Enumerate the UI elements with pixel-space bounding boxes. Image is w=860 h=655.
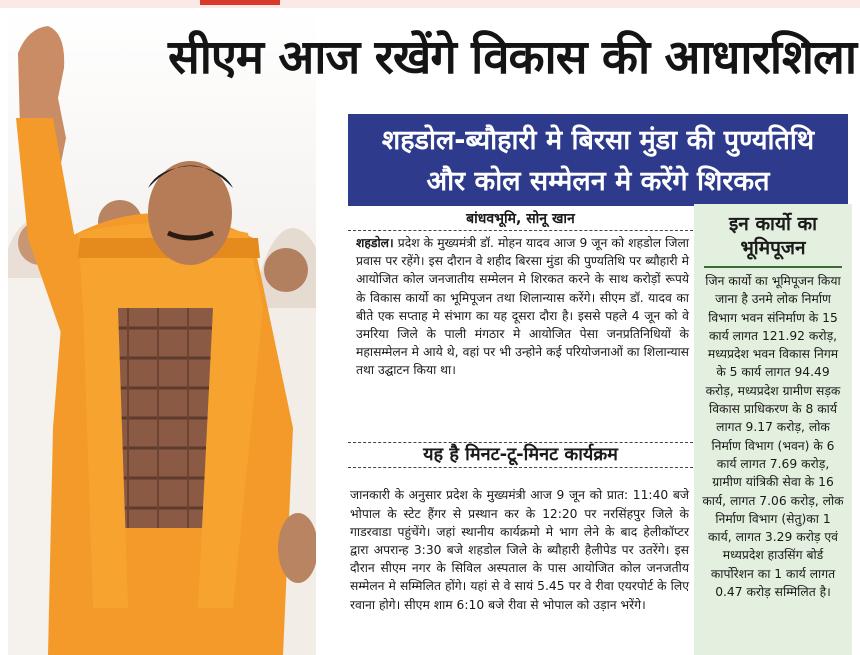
byline: बांधवभूमि, सोनू खान <box>348 210 693 231</box>
sidebar-body: जिन कार्यो का भूमिपूजन किया जाना है उनमे लोक निर्माण विभाग भवन संनिर्माण के 15 कार्य लागत 121.92 करोड़, मध्यप्रदेश भवन विकास निगम के 5 कार्य लागत 94.49 करोड़, मध्यप्रदेश ग्रामीण सड़क विकास प्राधिकरण के 8 कार्य लागत 9.17 करोड़, लोक निर्माण विभाग (भवन) के 6 कार्य लागत 7.69 करोड़, ग्रामीण यांत्रिकी सेवा के 16 कार्य, लागत 7.06 करोड़, लोक निर्माण विभाग (सेतु)का 1 कार्य, लागत 3.29 करोड़ एवं मध्यप्रदेश हाउसिंग बोर्ड कार्पोरेशन का 1 कार्य लागत 0.47 करोड़ सम्मिलित है। <box>702 274 844 600</box>
section-subheading: यह है मिनट-टू-मिनट कार्यक्रम <box>348 442 693 468</box>
headline: सीएम आज रखेंगे विकास की आधारशिला <box>167 30 856 85</box>
sidebar-title-line-1: इन कार्यो का <box>728 213 818 235</box>
sidebar-title-line-2: भूमिपूजन <box>740 237 806 259</box>
dateline: शहडोल। <box>356 236 394 250</box>
article-paragraph-2: जानकारी के अनुसार प्रदेश के मुख्यमंत्री आज 9 जून को प्रात: 11:40 बजे भोपाल के स्टेट हैंगर से प्रस्थान कर के 12:20 पर नरसिंहपुर जिले के गाडरवाडा पहुंचेंगे। जहां स्थानीय कार्यक्रमो मे भाग लेने के बाद हेलीकॉप्टर द्वारा अपरान्ह 3:30 बजे शहडोल जिले के ब्यौहारी हैलीपेड पर उतरेंगे। इस दौरान सीएम नगर के सिविल अस्पताल के पास आयोजित कोल जनजतीय सम्मेलन मे सम्मिलित होंगे। यहां से वे सायं 5.45 पर वे रीवा एयरपोर्ट के लिए रवाना होगे। सीएम शाम 6:10 बजे रीवा से भोपाल को उड़ान भरेंगे। <box>350 488 689 612</box>
sidebar-box <box>694 204 852 655</box>
article-body-2 <box>350 474 689 626</box>
photo-illustration <box>8 8 316 655</box>
article-body <box>356 234 689 380</box>
sidebar-divider <box>704 266 842 268</box>
article-paragraph-1 <box>356 234 689 380</box>
top-color-strip <box>0 0 860 8</box>
masthead-red-bar <box>200 0 280 5</box>
photo-chief-minister <box>8 8 316 655</box>
sidebar-title <box>694 212 852 260</box>
banner-line-2: और कोल सम्मेलन मे करेंगे शिरकत <box>426 166 770 197</box>
subheadline-banner <box>348 114 848 206</box>
banner-line-1: शहडोल-ब्यौहारी मे बिरसा मुंडा की पुण्यतिथि <box>381 125 815 156</box>
paragraph-1-text: प्रदेश के मुख्यमंत्री डॉ. मोहन यादव आज 9 जून को शहडोल जिला प्रवास पर रहेंगे। इस दौरान वे शहीद बिरसा मुंडा की पुण्यतिथि पर ब्यौहारी मे आयोजित कोल जनजातीय सम्मेलन मे शिरकत करने के साथ करोड़ों रूपये के विकास कार्यो का भूमिपूजन तथा शिलान्यास करेंगे। सीएम डॉ. यादव का बीते एक सप्ताह मे संभाग का यह दूसरा दौरा है। इससे पहले 4 जून को वे उमरिया जिले के पाली मंगठार मे आयोजित पेसा जनप्रतिनिधियों के महासम्मेलन मे आये थे, वहां पर भी उन्होने कई परियोजनाओं का शिलान्यास तथा उद्घाटन किया था। <box>356 236 689 378</box>
